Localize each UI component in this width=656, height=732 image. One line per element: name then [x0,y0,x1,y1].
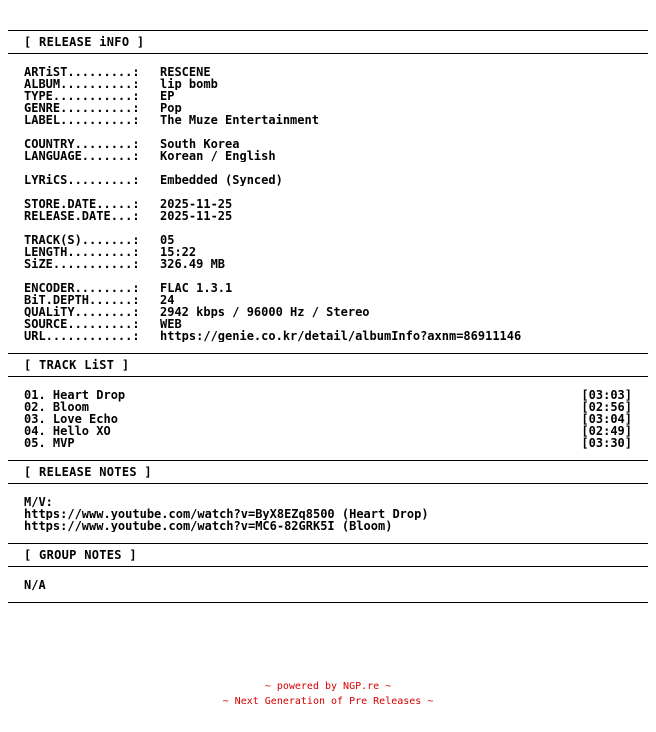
info-value: Korean / English [160,150,276,162]
info-value: FLAC 1.3.1 [160,282,233,294]
info-value: 2942 kbps / 96000 Hz / Stereo [160,306,370,318]
info-label: STORE.DATE.....: [24,198,140,210]
info-row-release-date [24,210,632,222]
info-value: lip bomb [160,78,218,90]
info-row-size [24,258,632,270]
track-duration: [03:04] [581,412,632,426]
info-value: 326.49 MB [160,258,226,270]
info-row-artist [24,66,632,78]
mv-link[interactable]: https://www.youtube.com/watch?v=MC6-82GRK5I (Bloom) [24,520,393,532]
info-row-genre [24,102,632,114]
section-header-group-notes: [ GROUP NOTES ] [24,548,137,562]
track-duration: [02:56] [581,400,632,414]
track-title: 01. Heart Drop [24,388,126,402]
track-row [24,425,632,437]
track-title: 02. Bloom [24,400,90,414]
info-label: SiZE...........: [24,258,140,270]
info-row-label [24,114,632,126]
info-value: 15:22 [160,246,197,258]
info-label: GENRE..........: [24,102,140,114]
info-value: RESCENE [160,66,211,78]
nfo-document [8,30,648,603]
mv-link[interactable]: https://www.youtube.com/watch?v=ByX8EZq8500 (Heart Drop) [24,508,429,520]
section-header-release-info: [ RELEASE iNFO ] [24,35,145,49]
info-value: 2025-11-25 [160,198,233,210]
section-header-release-notes: [ RELEASE NOTES ] [24,465,152,479]
info-label: QUALiTY........: [24,306,140,318]
group-notes-text: N/A [24,579,46,591]
info-value: 2025-11-25 [160,210,233,222]
track-row [24,389,632,401]
group-notes-block [8,567,648,602]
info-value: South Korea [160,138,240,150]
info-label: RELEASE.DATE...: [24,210,140,222]
info-label: ENCODER........: [24,282,140,294]
track-title: 05. MVP [24,436,75,450]
info-row-country [24,138,632,150]
info-label: TRACK(S).......: [24,234,140,246]
track-duration: [03:03] [581,388,632,402]
info-row-type [24,90,632,102]
info-label: SOURCE.........: [24,318,140,330]
divider [8,602,648,603]
info-value: Embedded (Synced) [160,174,283,186]
footer-tagline: ~ Next Generation of Pre Releases ~ [222,696,434,707]
info-label: COUNTRY........: [24,138,140,150]
track-list-block [8,377,648,460]
info-row-lyrics [24,174,632,186]
info-row-album [24,78,632,90]
info-value: 05 [160,234,175,246]
footer-powered-by: ~ powered by NGP.re ~ [264,681,392,692]
track-title: 03. Love Echo [24,412,118,426]
info-label: BiT.DEPTH......: [24,294,140,306]
info-value: https://genie.co.kr/detail/albumInfo?axnm=86911146 [160,330,522,342]
track-row [24,413,632,425]
track-duration: [02:49] [581,424,632,438]
release-notes-block [8,484,648,543]
info-row-language [24,150,632,162]
mv-heading: M/V: [24,496,53,508]
info-value: EP [160,90,175,102]
track-duration: [03:30] [581,436,632,450]
info-value: The Muze Entertainment [160,114,319,126]
section-header-track-list: [ TRACK LiST ] [24,358,130,372]
track-row [24,437,632,449]
info-label: TYPE...........: [24,90,140,102]
info-row-encoder [24,282,632,294]
info-label: LYRiCS.........: [24,174,140,186]
info-label: LANGUAGE.......: [24,150,140,162]
info-row-url [24,330,632,342]
info-label: ARTiST.........: [24,66,140,78]
info-row-source [24,318,632,330]
info-label: LENGTH.........: [24,246,140,258]
info-row-bit-depth [24,294,632,306]
info-row-store-date [24,198,632,210]
info-row-length [24,246,632,258]
info-label: LABEL..........: [24,114,140,126]
info-label: URL............: [24,330,140,342]
release-info-block [8,54,648,353]
track-title: 04. Hello XO [24,424,111,438]
info-label: ALBUM..........: [24,78,140,90]
info-row-quality [24,306,632,318]
info-value: WEB [160,318,182,330]
info-value: 24 [160,294,175,306]
info-row-tracks [24,234,632,246]
info-value: Pop [160,102,182,114]
